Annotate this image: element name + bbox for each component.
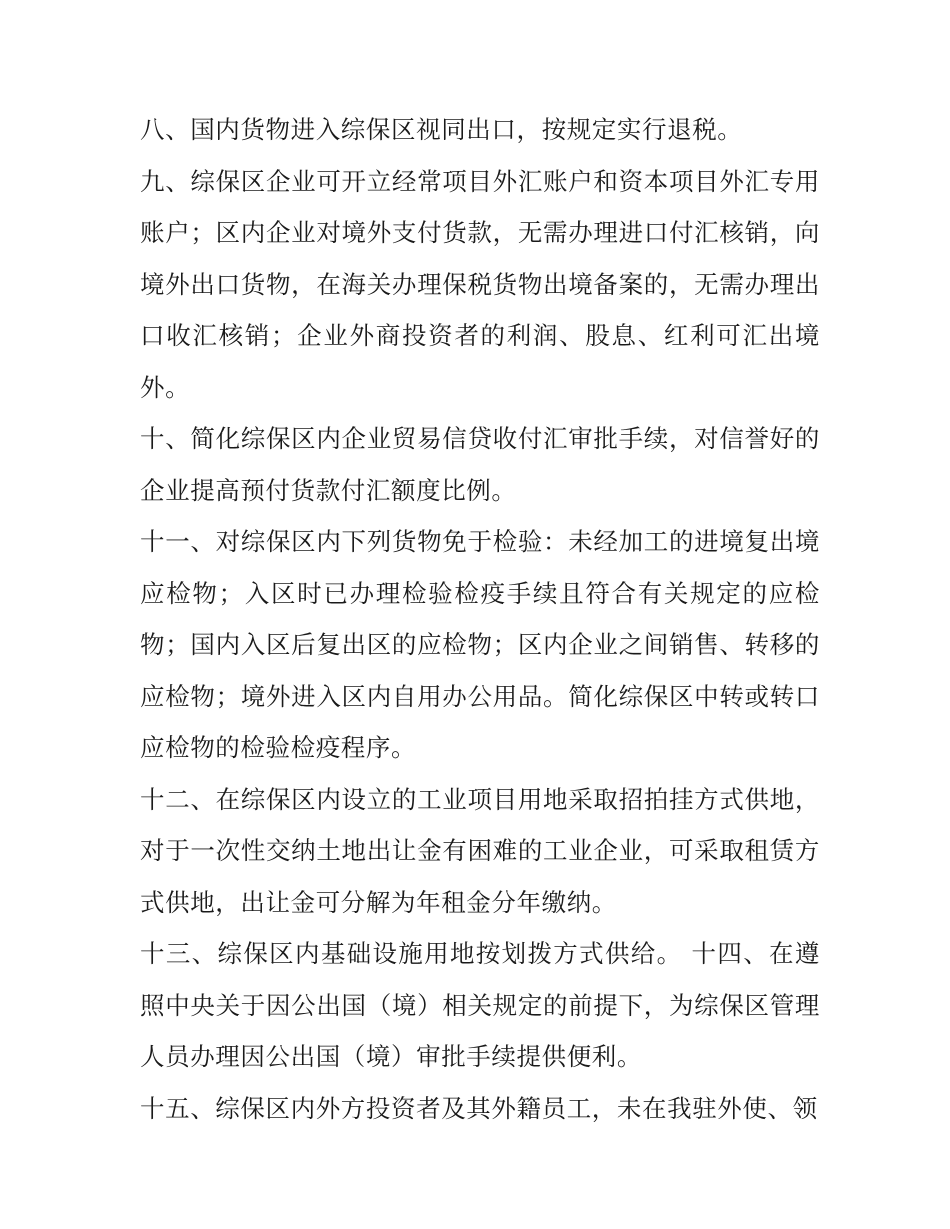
paragraph-13-14: 十三、综保区内基础设施用地按划拨方式供给。 十四、在遵照中央关于因公出国（境）相关规定的前提下，为综保区管理人员办理因公出国（境）审批手续提供便利。 <box>140 939 820 1071</box>
paragraph-12: 十二、在综保区内设立的工业项目用地采取招拍挂方式供地，对于一次性交纳土地出让金有困难的工业企业，可采取租赁方式供地，出让金可分解为年租金分年缴纳。 <box>140 784 820 917</box>
document-body <box>140 104 820 1134</box>
paragraph-9: 九、综保区企业可开立经常项目外汇账户和资本项目外汇专用账户；区内企业对境外支付货款，无需办理进口付汇核销，向境外出口货物，在海关办理保税货物出境备案的，无需办理出口收汇核销；企业外商投资者的利润、股息、红利可汇出境外。 <box>140 166 820 402</box>
paragraph-8: 八、国内货物进入综保区视同出口，按规定实行退税。 <box>140 115 743 144</box>
paragraph-10: 十、简化综保区内企业贸易信贷收付汇审批手续，对信誉好的企业提高预付货款付汇额度比例。 <box>140 424 820 505</box>
paragraph-15: 十五、综保区内外方投资者及其外籍员工，未在我驻外使、领 <box>140 1093 818 1123</box>
paragraph-11: 十一、对综保区内下列货物免于检验：未经加工的进境复出境应检物；入区时已办理检验检疫手续且符合有关规定的应检物；国内入区后复出区的应检物；区内企业之间销售、转移的应检物；境外进入区内自用办公用品。简化综保区中转或转口应检物的检验检疫程序。 <box>140 527 820 762</box>
